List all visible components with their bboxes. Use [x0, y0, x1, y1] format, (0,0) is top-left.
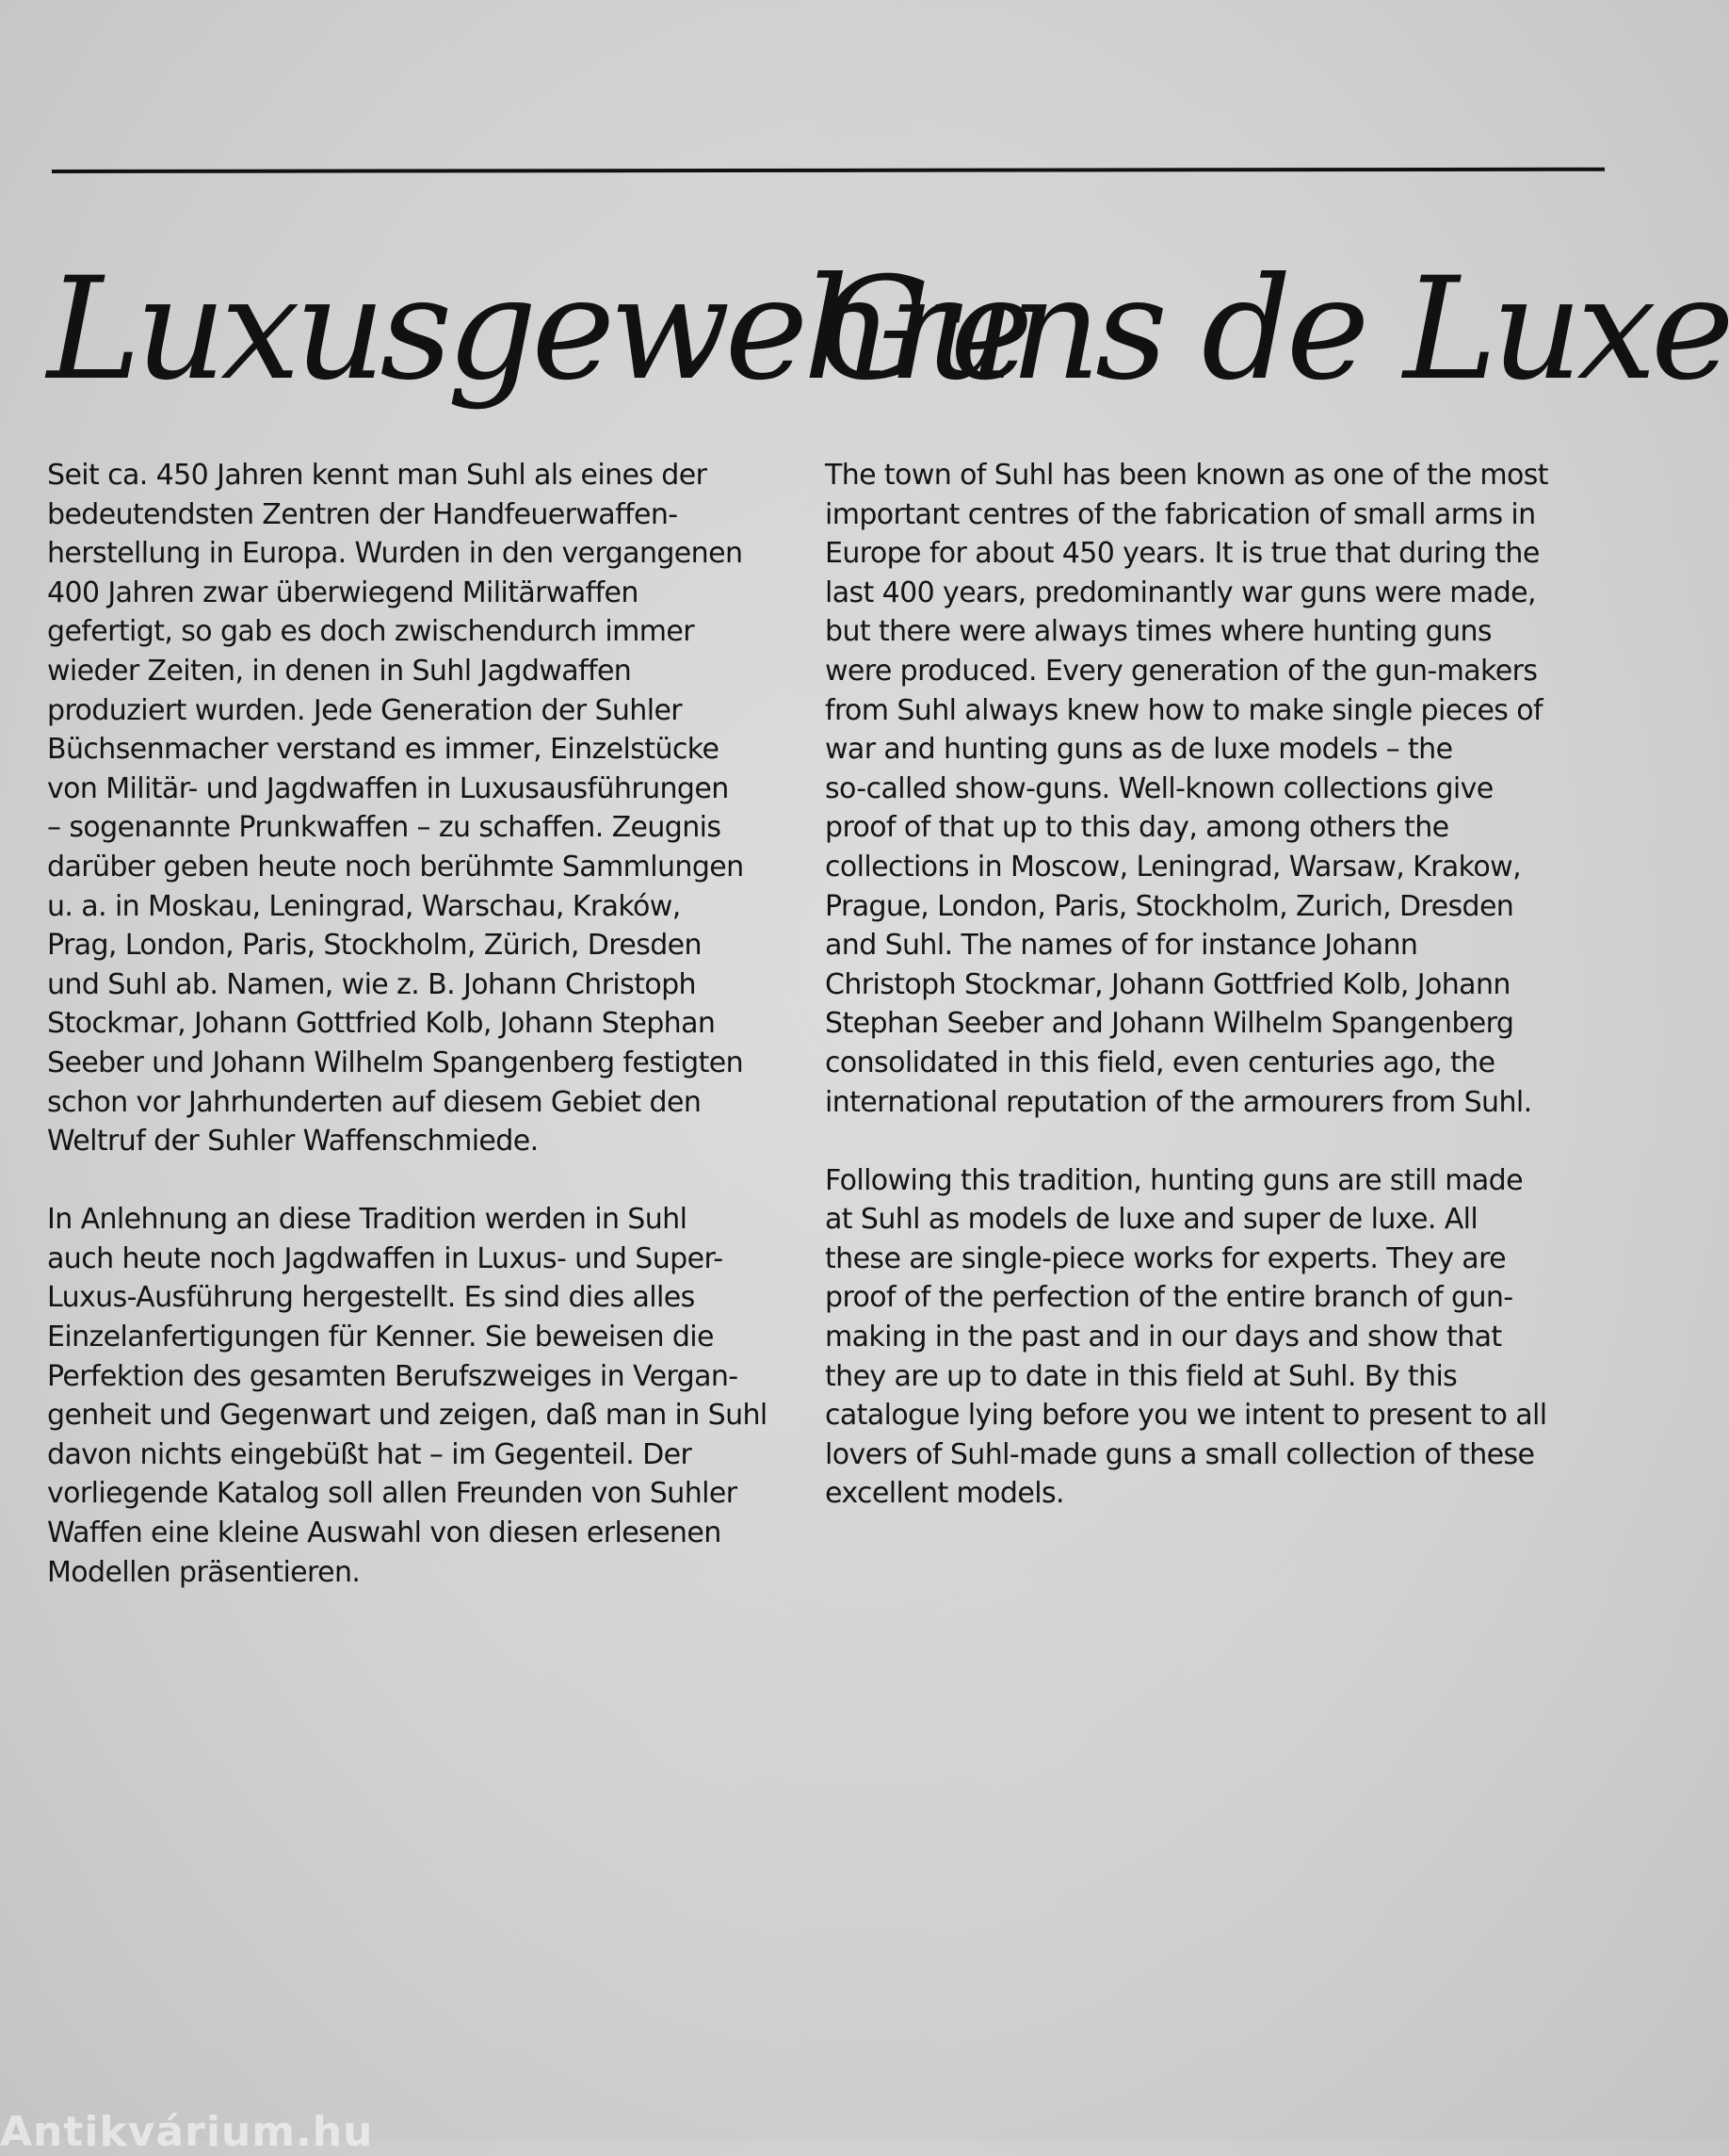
text-line: important centres of the fabrication of small arms in: [825, 497, 1536, 531]
text-line: Stephan Seeber and Johann Wilhelm Spangenberg: [825, 1007, 1514, 1041]
text-line: Stockmar, Johann Gottfried Kolb, Johann Stephan: [47, 1007, 716, 1041]
english-paragraph-2: [825, 1161, 1578, 1514]
text-line: In Anlehnung an diese Tradition werden in Suhl: [47, 1203, 687, 1237]
text-line: u. a. in Moskau, Leningrad, Warschau, Kraków,: [47, 889, 681, 923]
text-line: so-called show-guns. Well-known collections give: [825, 771, 1494, 805]
text-line: Perfektion des gesamten Berufszweiges in Vergan-: [47, 1359, 738, 1393]
german-text-column: [47, 456, 791, 1592]
text-line: herstellung in Europa. Wurden in den vergangenen: [47, 537, 743, 571]
text-line: Christoph Stockmar, Johann Gottfried Kolb, Johann: [825, 967, 1511, 1001]
text-line: Einzelanfertigungen für Kenner. Sie beweisen die: [47, 1321, 714, 1354]
paragraph-spacer: [47, 1161, 791, 1201]
text-line: und Suhl ab. Namen, wie z. B. Johann Christoph: [47, 967, 696, 1001]
text-line: Waffen eine kleine Auswahl von diesen erlesenen: [47, 1516, 721, 1550]
text-line: The town of Suhl has been known as one of the most: [825, 459, 1548, 492]
title-german: Luxusgewehre: [47, 248, 1028, 412]
text-line: last 400 years, predominantly war guns were made,: [825, 575, 1536, 609]
text-line: Luxus-Ausführung hergestellt. Es sind dies alles: [47, 1281, 695, 1315]
text-line: gefertigt, so gab es doch zwischendurch immer: [47, 615, 694, 649]
text-line: proof of the perfection of the entire branch of gun-: [825, 1281, 1513, 1315]
text-line: wieder Zeiten, in denen in Suhl Jagdwaffen: [47, 654, 632, 688]
text-line: at Suhl as models de luxe and super de luxe. All: [825, 1203, 1479, 1237]
text-line: produziert wurden. Jede Generation der Suhler: [47, 693, 683, 727]
german-paragraph-1: [47, 456, 791, 1161]
text-line: Prague, London, Paris, Stockholm, Zurich, Dresden: [825, 889, 1514, 923]
german-paragraph-2: [47, 1200, 791, 1592]
text-line: were produced. Every generation of the gun-makers: [825, 654, 1538, 688]
text-line: from Suhl always knew how to make single pieces of: [825, 693, 1543, 727]
text-line: but there were always times where hunting guns: [825, 615, 1492, 649]
text-line: they are up to date in this field at Suhl. By this: [825, 1359, 1458, 1393]
text-line: Following this tradition, hunting guns are still made: [825, 1163, 1523, 1197]
text-line: vorliegende Katalog soll allen Freunden von Suhler: [47, 1477, 737, 1511]
text-line: auch heute noch Jagdwaffen in Luxus- und Super-: [47, 1241, 723, 1275]
top-rule: [52, 168, 1605, 173]
text-line: Europe for about 450 years. It is true that during the: [825, 537, 1540, 571]
text-line: Seeber und Johann Wilhelm Spangenberg festigten: [47, 1046, 744, 1079]
text-line: von Militär- und Jagdwaffen in Luxusausführungen: [47, 771, 729, 805]
text-line: bedeutendsten Zentren der Handfeuerwaffen-: [47, 497, 678, 531]
text-line: making in the past and in our days and show that: [825, 1321, 1502, 1354]
text-line: lovers of Suhl-made guns a small collection of these: [825, 1437, 1535, 1471]
text-line: excellent models.: [825, 1477, 1064, 1511]
text-line: – sogenannte Prunkwaffen – zu schaffen. Zeugnis: [47, 811, 721, 845]
text-line: Büchsenmacher verstand es immer, Einzelstücke: [47, 733, 719, 767]
text-line: consolidated in this field, even centuries ago, the: [825, 1046, 1495, 1079]
english-paragraph-1: [825, 456, 1578, 1122]
text-line: schon vor Jahrhunderten auf diesem Gebiet den: [47, 1085, 702, 1119]
text-line: war and hunting guns as de luxe models – the: [825, 733, 1453, 767]
text-line: proof of that up to this day, among others the: [825, 811, 1449, 845]
text-line: darüber geben heute noch berühmte Sammlungen: [47, 850, 744, 883]
text-line: these are single-piece works for experts. They are: [825, 1241, 1507, 1275]
title-english: Guns de Luxe: [817, 248, 1729, 412]
text-line: and Suhl. The names of for instance Johann: [825, 929, 1418, 963]
text-line: 400 Jahren zwar überwiegend Militärwaffen: [47, 575, 638, 609]
text-line: Prag, London, Paris, Stockholm, Zürich, Dresden: [47, 929, 702, 963]
text-line: Modellen präsentieren.: [47, 1555, 361, 1589]
text-line: Weltruf der Suhler Waffenschmiede.: [47, 1125, 539, 1159]
text-line: Seit ca. 450 Jahren kennt man Suhl als eines der: [47, 459, 707, 492]
text-line: international reputation of the armourers from Suhl.: [825, 1085, 1532, 1119]
text-line: davon nichts eingebüßt hat – im Gegenteil. Der: [47, 1437, 692, 1471]
text-line: genheit und Gegenwart und zeigen, daß man in Suhl: [47, 1399, 768, 1433]
english-text-column: [825, 456, 1578, 1514]
text-line: catalogue lying before you we intent to present to all: [825, 1399, 1547, 1433]
paragraph-spacer: [825, 1122, 1578, 1161]
text-line: collections in Moscow, Leningrad, Warsaw, Krakow,: [825, 850, 1521, 883]
watermark: Antikvárium.hu: [0, 2108, 374, 2156]
